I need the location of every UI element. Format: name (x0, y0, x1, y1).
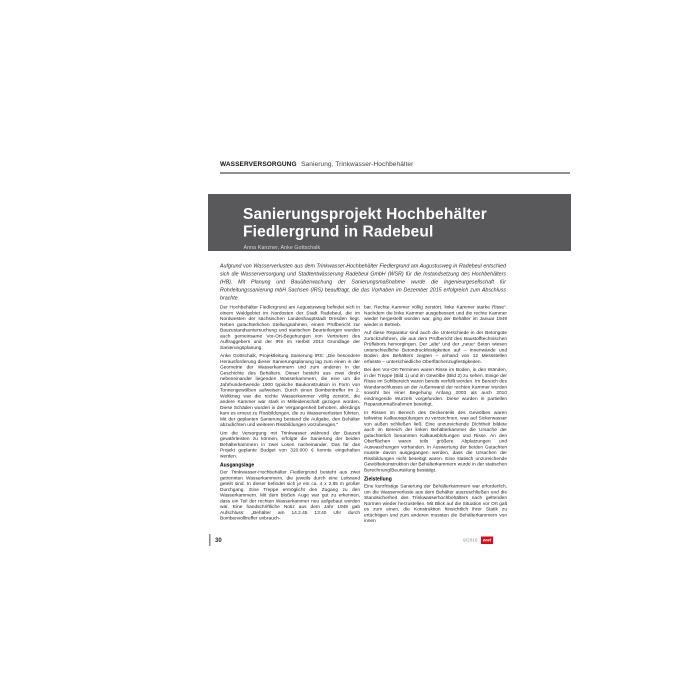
paragraph: In Rissen im Bereich des Deckenteils des Gewölbes waren teilweise Kalkausspülungen zu verzeichnen, was auf Sickerwasser von außen schließen ließ. Eine unzureichende Dichtheit bildete auch im Bereich der linken Behälterkammer die Ursache der gutachterlich benannten Kalkausblühungen und Risse. An den Oberflächen waren teils größere Abplatzungen und Auswaschungen vorhanden. In Auswertung der beiden Gutachten musste davon ausgegangen werden, dass die Ursachen der Rissbildungen nicht beseitigt waren. Eine statisch unzureichende Gewölbekonstruktion der Behälterkammern wurde in der statischen Berechnung/Beurteilung bestätigt. (364, 409, 507, 473)
article-title-line2: Fiedlergrund in Radebeul (243, 222, 434, 240)
paragraph: Der Hochbehälter Fiedlergrund am Augustusweg befindet sich in einem Waldgebiet im Nordosten der Stadt Radebeul, die im Nordwesten der sächsischen Landeshauptstadt Dresden liegt. Neben gutachterlichen Stellungnahmen, einem Prüfbericht zur Bauzustandsuntersuchung und statischen Beurteilungen wurden auch gemeinsame Vor-Ort-Begehungen von Vertretern des Auftraggebers und der IRS im Herbst 2013 Grundlage der Sanierungsplanung. (220, 304, 360, 351)
paragraph: Auf diese Reparatur sind auch die Unterschiede in der Betongüte zurückzuführen, die aus dem Prüfbericht des Baustofftechnischen Prüflabors hervorgingen. Der „alte“ und der „neue“ Beton wiesen unterschiedliche Betondruckfestigkeiten auf – Innenwände und Boden des Behälters zeigten – anhand von 12 Messstellen erfasste – unterschiedliche Oberflächenzugfestigkeiten. (364, 330, 507, 365)
header-rule (220, 173, 570, 174)
issue-label: 9/2016 (463, 537, 478, 543)
article-title-line1: Sanierungsprojekt Hochbehälter (243, 205, 487, 223)
section-heading-zielstellung: Zielstellung (364, 476, 392, 482)
paragraph: bar. Rechte Kammer völlig zerstört, linke Kammer starke Risse“. Nachdem die linke Kammer ausgebessert und die rechte Kammer wieder hergestellt worden war, ging der Behälter im Januar 1949 wieder in Betrieb. (364, 304, 507, 328)
article-authors: Anna Kanzner, Anke Gottschalk (243, 244, 321, 251)
paragraph: Bei den Vor-Ort-Terminen waren Risse im Boden, in den Wänden, in der Treppe (Bild 1) und im Gewölbe (Bild 2) zu sehen. Einige der Risse im Sohlbereich waren bereits verfüllt worden. Im Bereich des Wandanschlusses an der Außenwand der rechten Kammer wurden sowohl bei einer Begehung Anfang 2003 als auch 2010 eindringende Wurzeln vorgefunden. Diese wurden in partiellen Reparaturmaßnahmen beseitigt. (364, 367, 507, 407)
section-kicker (220, 160, 413, 168)
paragraph: Der Trinkwasser-Hochbehälter Fiedlergrund besteht aus zwei getrennten Wasserkammern, die jeweils durch eine Leitwand geteilt sind. In dieser befindet sich je ein ca. 4 x 2,85 m großer Durchgang. Eine Treppe ermöglicht den Zugang zu den Wasserkammern. Mit dem bloßen Auge war gut zu erkennen, dass ein Teil der rechten Wasserkammer neu aufgebaut worden war. Eine handschriftliche Notiz aus dem Jahr 1949 gab Aufschluss: „Behälter am 14.2.45 13:40 Uhr durch Bombenvolltreffer unbrauch- (220, 469, 360, 521)
paragraph: Anke Gottschalk, Projektleitung Sanierung IRS: „Die besondere Herausforderung dieser Sanierungsplanung lag zum einen in der Geometrie der Wasserkammern und zum anderen in der Geschichte des Behälters. Dieser besteht aus zwei direkt nebeneinander liegenden Wasserkammern, die eine um die Jahrhundertwende 1900 typische Baukonstruktion in Form von Tonnengewölben aufweisen. Durch einen Bombentreffer im 2. Weltkrieg war die rechte Wasserkammer völlig zerstört, die andere Kammer war stark in Mitleidenschaft gezogen worden. Diese Schäden wurden in der Vergangenheit behoben, allerdings kam es erneut zu Rissbildungen, die zu Wasserverlusten führten. Mit der geplanten Sanierung bestand die Aufgabe, den Behälter abzudichten und weiteren Rissbildungen vorzubeugen.“ (220, 353, 360, 428)
footer-right (430, 535, 493, 545)
section-heading-ausgangslage: Ausgangslage (220, 462, 255, 468)
page-number: 30 (209, 534, 222, 546)
section-label: WASSERVERSORGUNG (220, 160, 297, 168)
paragraph: Eine kurzfristige Sanierung der Behälterkammern war erforderlich, um die Wasserverluste aus dem Behälter auszuschließen und die Standsicherheit des Trinkwasserhochbehälters nach geltenden Normen wieder herzustellen. Mit Blick auf die Situation vor Ort galt es zum einen, die Konstruktion hinsichtlich ihrer Statik zu ertüchtigen und zum anderen mussten die Behälterkammern von innen (364, 483, 507, 524)
body-column-right (364, 305, 507, 524)
body-column-left (220, 305, 360, 522)
journal-logo: wwt (482, 537, 492, 543)
article-abstract: Aufgrund von Wasserverlusten aus dem Trinkwasser-Hochbehälter Fiedlergrund am Augustusweg in Radebeul entschied sich die Wasserversorgung und Stadtentwässerung Radebeul GmbH (WSR) für die Instandsetzung des Hochbehälters (HB). Mit Planung und Bauüberwachung der Sanierungsmaßnahme wurde die Ingenieurgesellschaft für Rohrleitungssanierung mbH Sachsen (IRS) beauftragt, die das Vorhaben im Dezember 2015 erfolgreich zum Abschluss brachte. (220, 263, 506, 301)
article-title (208, 194, 571, 240)
paragraph: Um die Versorgung mit Trinkwasser während der Bauzeit gewährleisten zu können, erfolgte die Sanierung der beiden Behälterkammern in zwei Losen nacheinander. Das für das Projekt geplante Budget von 320.000 € konnte eingehalten werden. (220, 430, 360, 459)
article-title-block (208, 194, 571, 251)
section-topics: Sanierung, Trinkwasser-Hochbehälter (301, 160, 414, 168)
